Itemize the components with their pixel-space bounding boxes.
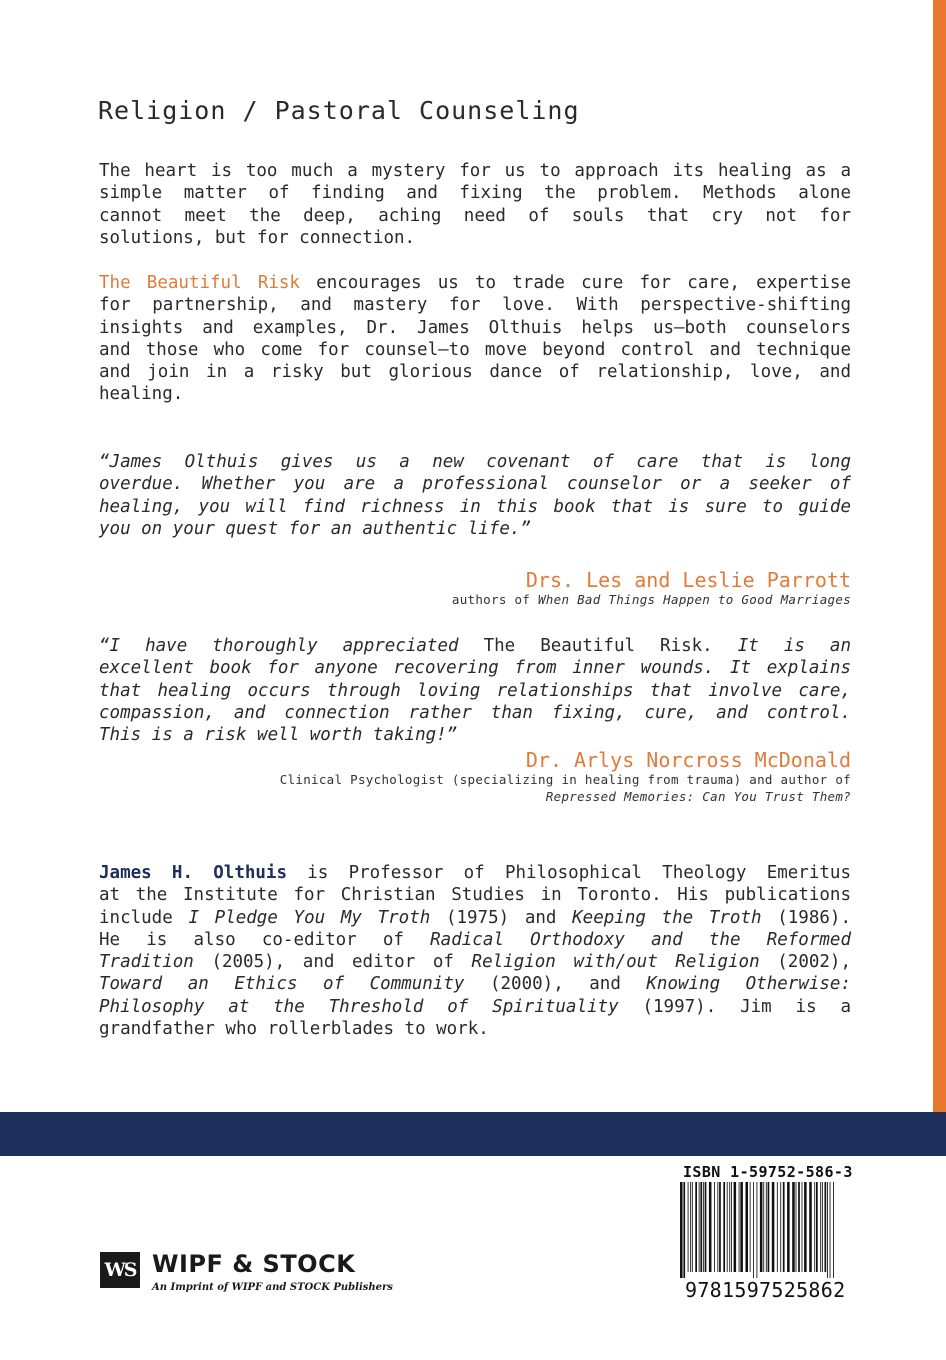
- barcode-bar: [802, 1182, 803, 1272]
- text-line: excellent book for anyone recovering from inner wounds. It explains: [99, 658, 851, 679]
- barcode-bar: [816, 1182, 818, 1272]
- barcode-bar: [833, 1182, 834, 1278]
- text-line: healing, you will find richness in this book that is sure to guide: [99, 496, 851, 517]
- barcode-bar: [700, 1182, 702, 1272]
- barcode-bar: [798, 1182, 800, 1272]
- endorser-role-2: Clinical Psychologist (specializing in healing from trauma) and author of: [279, 772, 851, 787]
- barcode-bar: [690, 1182, 691, 1272]
- book-title: The Beautiful Risk.: [483, 636, 713, 656]
- text-line: solutions, but for connection.: [99, 227, 416, 248]
- barcode-bar: [705, 1182, 707, 1272]
- orange-edge-strip: [933, 0, 946, 1112]
- text-line: He is also co-editor of Radical Orthodoxy and the Reformed: [99, 929, 851, 950]
- author-bio: [99, 862, 851, 1040]
- barcode-bar: [822, 1182, 823, 1272]
- text-line: include I Pledge You My Troth (1975) and Keeping the Troth (1986).: [99, 907, 851, 928]
- barcode-bar: [792, 1182, 795, 1272]
- barcode-bar: [703, 1182, 704, 1272]
- barcode-bar: [734, 1182, 737, 1272]
- barcode-bar: [727, 1182, 728, 1272]
- barcode-bar: [745, 1182, 748, 1272]
- barcode-bar: [787, 1182, 790, 1272]
- navy-band: [0, 1112, 946, 1156]
- book-title: The Beautiful Risk: [99, 273, 300, 293]
- text-line: compassion, and connection rather than fixing, cure, and control.: [99, 702, 851, 723]
- barcode-bar: [717, 1182, 718, 1272]
- text-line: insights and examples, Dr. James Olthuis helps us—both counselors: [99, 317, 851, 338]
- barcode-bar: [692, 1182, 693, 1272]
- barcode-bar: [757, 1182, 758, 1278]
- barcode-bar: [695, 1182, 697, 1272]
- endorsement-quote-2: [99, 635, 851, 746]
- text-line: that healing occurs through loving relationships that involve care,: [99, 680, 851, 701]
- barcode-bar: [809, 1182, 812, 1272]
- barcode-bar: [825, 1182, 827, 1272]
- barcode-bar: [760, 1182, 763, 1272]
- publisher-logo-icon: WS: [100, 1252, 140, 1288]
- barcode-bar: [783, 1182, 785, 1272]
- barcode-bar: [729, 1182, 730, 1272]
- book-title: When Bad Things Happen to Good Marriages: [537, 592, 851, 607]
- barcode-bar: [772, 1182, 775, 1272]
- text-line: at the Institute for Christian Studies in Toronto. His publications: [99, 885, 851, 906]
- text-line: cannot meet the deep, aching need of souls that cry not for: [99, 205, 851, 226]
- barcode-bar: [731, 1182, 732, 1272]
- description-paragraph-1: [99, 160, 851, 249]
- barcode-bar: [753, 1182, 754, 1278]
- text-line: for partnership, and mastery for love. With perspective-shifting: [99, 295, 851, 316]
- endorsement-quote-1: [99, 451, 851, 540]
- text-line: Toward an Ethics of Community (2000), and Knowing Otherwise:: [99, 974, 851, 995]
- endorser-name-1: Drs. Les and Leslie Parrott: [525, 568, 851, 592]
- barcode-bar: [709, 1182, 712, 1272]
- barcode-bar: [777, 1182, 778, 1272]
- barcode-bar: [814, 1182, 815, 1272]
- barcode-digits: 9781597525862: [685, 1278, 846, 1302]
- text-line: Philosophy at the Threshold of Spirituality (1997). Jim is a: [99, 996, 851, 1017]
- barcode-bar: [719, 1182, 721, 1272]
- text-line: you on your quest for an authentic life.”: [99, 518, 531, 539]
- text-line: “James Olthuis gives us a new covenant of care that is long: [99, 452, 851, 472]
- text-line: overdue. Whether you are a professional counselor or a seeker of: [99, 474, 851, 495]
- barcode-bar: [768, 1182, 770, 1272]
- barcode-bar: [780, 1182, 781, 1272]
- text-line: James H. Olthuis is Professor of Philosophical Theology Emeritus: [99, 863, 851, 883]
- text-line: healing.: [99, 384, 184, 405]
- text-line: Tradition (2005), and editor of Religion with/out Religion (2002),: [99, 952, 852, 973]
- text-line: The heart is too much a mystery for us to approach its healing as a: [99, 161, 851, 181]
- publisher-name: WIPF & STOCK: [152, 1250, 356, 1278]
- text-line: and those who come for counsel—to move beyond control and technique: [99, 339, 851, 360]
- text-line: and join in a risky but glorious dance of relationship, love, and: [99, 362, 851, 383]
- barcode-bar: [688, 1182, 689, 1272]
- text-line: The Beautiful Risk encourages us to trade cure for care, expertise: [99, 273, 851, 293]
- barcode-bar: [680, 1182, 683, 1278]
- barcode-graphic: [680, 1182, 850, 1278]
- barcode-bar: [714, 1182, 715, 1272]
- description-paragraph-2: [99, 272, 851, 406]
- barcode-bar: [750, 1182, 751, 1272]
- barcode-bar: [740, 1182, 743, 1272]
- book-title: Repressed Memories: Can You Trust Them?: [545, 789, 851, 804]
- barcode-bar: [699, 1182, 700, 1272]
- barcode-bar: [820, 1182, 821, 1272]
- publisher-tagline: An Imprint of WIPF and STOCK Publishers: [152, 1282, 393, 1293]
- text-line: grandfather who rollerblades to work.: [99, 1019, 489, 1040]
- barcode-bar: [804, 1182, 807, 1272]
- barcode-bar: [827, 1182, 828, 1278]
- endorser-role-1: authors of When Bad Things Happen to Good Marriages: [451, 592, 851, 607]
- endorser-book-2: [546, 789, 851, 804]
- barcode-bar: [683, 1182, 685, 1278]
- barcode-bar: [739, 1182, 740, 1272]
- text-line: simple matter of finding and fixing the problem. Methods alone: [99, 183, 851, 204]
- text-line: “I have thoroughly appreciated The Beautiful Risk. It is an: [99, 636, 851, 656]
- barcode-bar: [723, 1182, 725, 1272]
- endorser-name-2: Dr. Arlys Norcross McDonald: [525, 748, 851, 772]
- barcode-bar: [796, 1182, 797, 1272]
- category-heading: Religion / Pastoral Counseling: [98, 96, 580, 125]
- isbn-label: ISBN 1-59752-586-3: [683, 1163, 853, 1181]
- text-line: This is a risk well worth taking!”: [99, 725, 458, 746]
- barcode-bar: [763, 1182, 764, 1272]
- author-name: James H. Olthuis: [99, 863, 287, 883]
- barcode-bar: [830, 1182, 831, 1278]
- barcode-bar: [766, 1182, 767, 1272]
